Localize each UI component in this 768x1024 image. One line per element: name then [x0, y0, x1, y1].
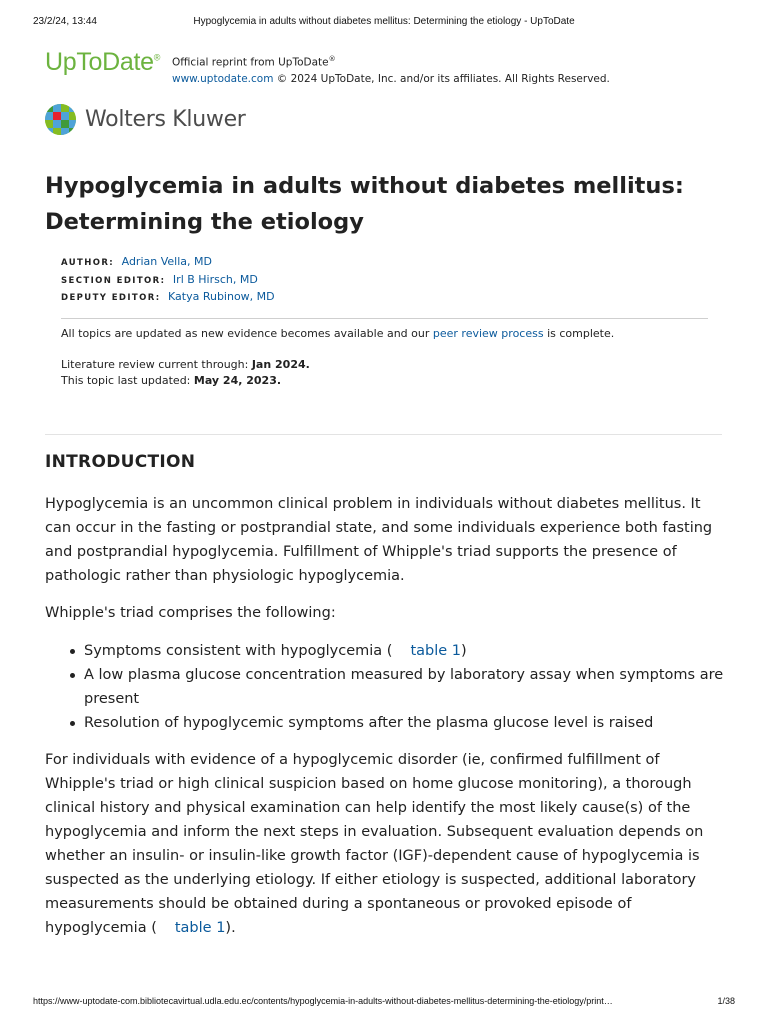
review-dates — [61, 357, 711, 389]
list-item: A low plasma glucose concentration measured by laboratory assay when symptoms are present — [84, 663, 726, 711]
section-editor-role: SECTION EDITOR: — [61, 275, 166, 286]
uptodate-logo: UpToDate® — [45, 48, 161, 76]
deputy-editor-role: DEPUTY EDITOR: — [61, 293, 161, 303]
print-datetime: 23/2/24, 13:44 — [33, 16, 97, 27]
contributors — [61, 254, 711, 307]
divider — [61, 318, 708, 319]
print-header — [33, 16, 735, 30]
deputy-editor-link[interactable]: Katya Rubinow, MD — [168, 290, 275, 303]
brand-row — [45, 48, 725, 88]
wolters-kluwer-logo — [45, 103, 285, 137]
print-url: https://www-uptodate-com.bibliotecavirtual.udla.edu.ec/contents/hypoglycemia-in-adults-without-diabetes-mellitus-determining-the-etiology/print… — [33, 996, 613, 1006]
peer-review-link[interactable]: peer review process — [432, 327, 544, 340]
last-updated-date: May 24, 2023. — [193, 374, 282, 387]
author-line — [61, 254, 711, 272]
intro-paragraph-1: Hypoglycemia is an uncommon clinical problem in individuals without diabetes mellitus. It can occur in the fasting or postprandial state, and some individuals experience both fasting and postprandial hypoglycemia. Fulfillment of Whipple's triad supports the presence of pathologic rather than physiologic hypoglycemia. — [45, 496, 713, 584]
table-1-link[interactable]: table 1 — [410, 643, 462, 659]
wolters-kluwer-wordmark: Wolters Kluwer — [85, 107, 246, 132]
list-item: Resolution of hypoglycemic symptoms after the plasma glucose level is raised — [84, 711, 726, 735]
section-editor-link[interactable]: Irl B Hirsch, MD — [172, 272, 258, 286]
deputy-editor-line — [61, 289, 711, 307]
print-footer — [33, 996, 735, 1010]
page-title: Hypoglycemia in adults without diabetes mellitus: Determining the etiology — [45, 173, 684, 235]
list-item: Symptoms consistent with hypoglycemia ( table 1) — [84, 639, 726, 663]
copyright-text: © 2024 UpToDate, Inc. and/or its affiliates. All Rights Reserved. — [276, 72, 610, 85]
section-heading-introduction: INTRODUCTION — [45, 452, 196, 472]
print-doc-title: Hypoglycemia in adults without diabetes mellitus: Determining the etiology - UpToDate — [193, 16, 575, 27]
intro-paragraph-3: For individuals with evidence of a hypoglycemic disorder (ie, confirmed fulfillment of Whipple's triad or high clinical suspicion based on home glucose monitoring), a thorough clinical history and physical examination can help identify the most likely cause(s) of the hypoglycemia and inform the next steps in evaluation. Subsequent evaluation depends on whether an insulin- or insulin-like growth factor (IGF)-dependent cause of hypoglycemia is suspected as the underlying etiology. If either etiology is suspected, additional laboratory measurements should be obtained during a spontaneous or provoked episode of hypoglycemia ( table 1). — [45, 752, 704, 936]
wolters-kluwer-globe-icon — [45, 104, 76, 135]
literature-review-date: Jan 2024. — [251, 358, 310, 371]
section-editor-line — [61, 272, 711, 290]
reprint-line: Official reprint from UpToDate — [172, 56, 329, 69]
page-number: 1/38 — [717, 996, 735, 1006]
literature-review-line: Literature review current through: Jan 2024. — [61, 358, 310, 371]
last-updated-line: This topic last updated: May 24, 2023. — [61, 374, 282, 387]
reprint-notice: Official reprint from UpToDate® www.uptodate.com © 2024 UpToDate, Inc. and/or its affiliates. All Rights Reserved. — [172, 55, 610, 85]
author-role: AUTHOR: — [61, 258, 115, 268]
section-divider — [45, 434, 722, 435]
table-1-link[interactable]: table 1 — [174, 920, 226, 936]
whipple-triad-list — [84, 639, 726, 735]
uptodate-site-link[interactable]: www.uptodate.com — [172, 72, 274, 85]
update-notice: All topics are updated as new evidence becomes available and our peer review process is complete. — [61, 327, 615, 340]
intro-paragraph-2: Whipple's triad comprises the following: — [45, 605, 336, 621]
author-link[interactable]: Adrian Vella, MD — [121, 255, 212, 268]
